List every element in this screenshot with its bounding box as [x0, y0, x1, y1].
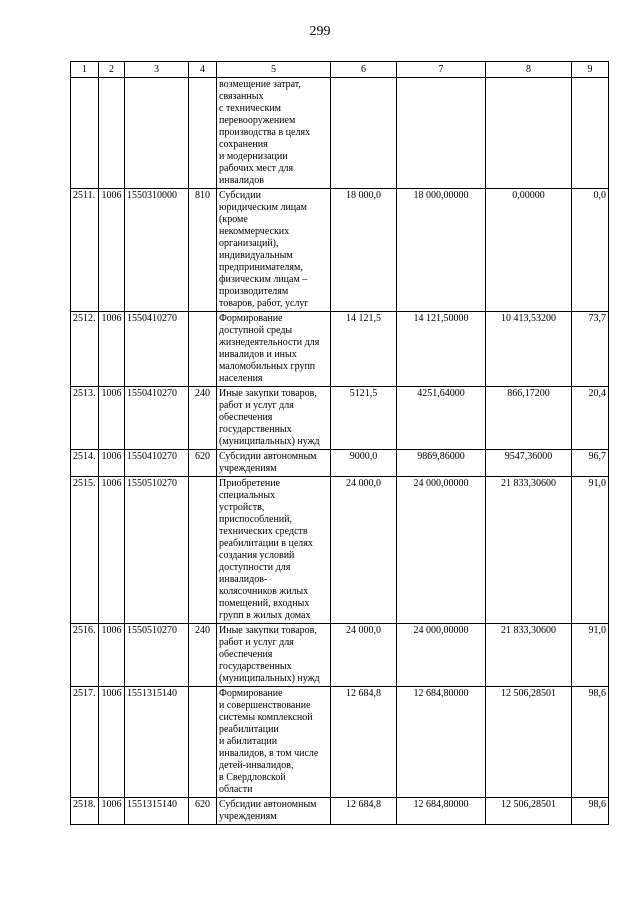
- expense-type-code: [189, 78, 217, 189]
- expense-type-code: 620: [189, 450, 217, 477]
- row-number: [71, 78, 99, 189]
- row-number: 2513.: [71, 387, 99, 450]
- expense-type-code: 810: [189, 189, 217, 312]
- item-description: Субсидии юридическим лицам (кроме некоммерческих организаций), индивидуальным предпринимателям, физическим лицам – производителям товаров, работ, услуг: [217, 189, 331, 312]
- target-article-code: 1550410270: [125, 387, 189, 450]
- budget-table: [70, 61, 609, 825]
- column-header: 8: [486, 62, 572, 78]
- column-header: 7: [397, 62, 486, 78]
- item-description: Формирование доступной среды жизнедеятельности для инвалидов и иных маломобильных групп населения: [217, 312, 331, 387]
- adjusted-amount: 14 121,50000: [397, 312, 486, 387]
- executed-amount: [486, 78, 572, 189]
- adjusted-amount: 24 000,00000: [397, 624, 486, 687]
- target-article-code: 1550410270: [125, 450, 189, 477]
- approved-amount: 24 000,0: [331, 477, 397, 624]
- adjusted-amount: 4251,64000: [397, 387, 486, 450]
- execution-percent: 91,0: [572, 477, 609, 624]
- table-header-row: [71, 62, 609, 78]
- expense-type-code: [189, 687, 217, 798]
- target-article-code: 1551315140: [125, 687, 189, 798]
- row-number: 2511.: [71, 189, 99, 312]
- table-row: [71, 624, 609, 687]
- adjusted-amount: 12 684,80000: [397, 687, 486, 798]
- page-number: 299: [309, 24, 331, 39]
- section-code: 1006: [99, 450, 125, 477]
- approved-amount: 14 121,5: [331, 312, 397, 387]
- section-code: 1006: [99, 189, 125, 312]
- approved-amount: [331, 78, 397, 189]
- executed-amount: 12 506,28501: [486, 798, 572, 825]
- section-code: 1006: [99, 477, 125, 624]
- target-article-code: 1551315140: [125, 798, 189, 825]
- item-description: Субсидии автономным учреждениям: [217, 450, 331, 477]
- execution-percent: 0,0: [572, 189, 609, 312]
- row-number: 2515.: [71, 477, 99, 624]
- execution-percent: 73,7: [572, 312, 609, 387]
- column-header: 4: [189, 62, 217, 78]
- expense-type-code: 240: [189, 624, 217, 687]
- item-description: Формирование и совершенствование системы комплексной реабилитации и абилитации инвалидов, в том числе детей-инвалидов, в Свердловской области: [217, 687, 331, 798]
- row-number: 2518.: [71, 798, 99, 825]
- expense-type-code: 620: [189, 798, 217, 825]
- target-article-code: 1550510270: [125, 477, 189, 624]
- section-code: 1006: [99, 387, 125, 450]
- item-description: Приобретение специальных устройств, приспособлений, технических средств реабилитации в целях создания условий доступности для инвалидов- колясочников жилых помещений, входных групп в жилых домах: [217, 477, 331, 624]
- item-description: возмещение затрат, связанных с техническим перевооружением производства в целях сохранения и модернизации рабочих мест для инвалидов: [217, 78, 331, 189]
- expense-type-code: [189, 477, 217, 624]
- target-article-code: 1550310000: [125, 189, 189, 312]
- table-row: [71, 78, 609, 189]
- adjusted-amount: [397, 78, 486, 189]
- section-code: 1006: [99, 624, 125, 687]
- column-header: 5: [217, 62, 331, 78]
- adjusted-amount: 18 000,00000: [397, 189, 486, 312]
- approved-amount: 24 000,0: [331, 624, 397, 687]
- expense-type-code: [189, 312, 217, 387]
- adjusted-amount: 24 000,00000: [397, 477, 486, 624]
- approved-amount: 12 684,8: [331, 687, 397, 798]
- expense-type-code: 240: [189, 387, 217, 450]
- target-article-code: [125, 78, 189, 189]
- table-row: [71, 477, 609, 624]
- approved-amount: 12 684,8: [331, 798, 397, 825]
- execution-percent: [572, 78, 609, 189]
- column-header: 1: [71, 62, 99, 78]
- table-row: [71, 687, 609, 798]
- approved-amount: 5121,5: [331, 387, 397, 450]
- executed-amount: 866,17200: [486, 387, 572, 450]
- column-header: 9: [572, 62, 609, 78]
- row-number: 2517.: [71, 687, 99, 798]
- section-code: [99, 78, 125, 189]
- table-row: [71, 450, 609, 477]
- adjusted-amount: 12 684,80000: [397, 798, 486, 825]
- execution-percent: 20,4: [572, 387, 609, 450]
- table-row: [71, 798, 609, 825]
- approved-amount: 9000,0: [331, 450, 397, 477]
- execution-percent: 91,0: [572, 624, 609, 687]
- adjusted-amount: 9869,86000: [397, 450, 486, 477]
- execution-percent: 96,7: [572, 450, 609, 477]
- executed-amount: 21 833,30600: [486, 624, 572, 687]
- executed-amount: 12 506,28501: [486, 687, 572, 798]
- section-code: 1006: [99, 798, 125, 825]
- execution-percent: 98,6: [572, 798, 609, 825]
- approved-amount: 18 000,0: [331, 189, 397, 312]
- row-number: 2516.: [71, 624, 99, 687]
- executed-amount: 10 413,53200: [486, 312, 572, 387]
- table-row: [71, 312, 609, 387]
- executed-amount: 0,00000: [486, 189, 572, 312]
- target-article-code: 1550410270: [125, 312, 189, 387]
- section-code: 1006: [99, 687, 125, 798]
- item-description: Иные закупки товаров, работ и услуг для обеспечения государственных (муниципальных) нужд: [217, 624, 331, 687]
- executed-amount: 9547,36000: [486, 450, 572, 477]
- column-header: 2: [99, 62, 125, 78]
- table-row: [71, 387, 609, 450]
- row-number: 2514.: [71, 450, 99, 477]
- target-article-code: 1550510270: [125, 624, 189, 687]
- table-row: [71, 189, 609, 312]
- item-description: Иные закупки товаров, работ и услуг для обеспечения государственных (муниципальных) нужд: [217, 387, 331, 450]
- section-code: 1006: [99, 312, 125, 387]
- executed-amount: 21 833,30600: [486, 477, 572, 624]
- item-description: Субсидии автономным учреждениям: [217, 798, 331, 825]
- row-number: 2512.: [71, 312, 99, 387]
- column-header: 3: [125, 62, 189, 78]
- column-header: 6: [331, 62, 397, 78]
- execution-percent: 98,6: [572, 687, 609, 798]
